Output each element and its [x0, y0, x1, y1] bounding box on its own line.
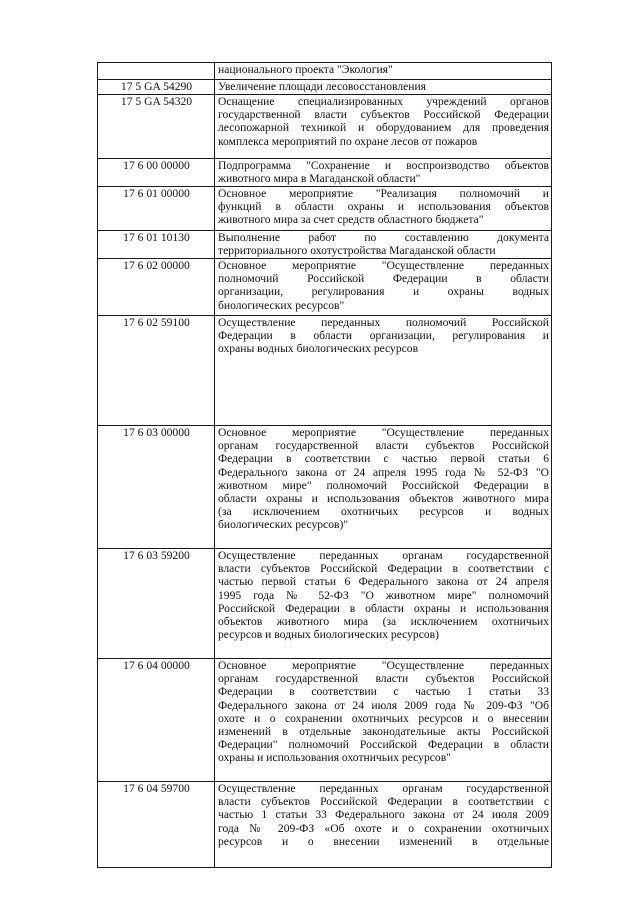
description-line: территориального охотустройства Магаданской области — [218, 244, 496, 258]
description-line: объектов животного мира (за исключением охотничьих — [218, 615, 549, 629]
description-line: Федерации в соответствии с частью первой статьи 6 — [218, 452, 549, 466]
description-line: лесопожарной техникой и оборудованием для проведения — [218, 121, 549, 135]
description-line: биологических ресурсов" — [218, 298, 345, 312]
description-line: 1995 года № 52-ФЗ "О животном мире" полномочий — [218, 588, 549, 602]
classification-code-cell: 17 6 02 00000 — [98, 259, 215, 316]
table-row — [98, 782, 552, 868]
description-line: Осуществление переданных полномочий Российской — [218, 316, 549, 329]
classification-code-cell: 17 6 03 59200 — [98, 549, 215, 659]
budget-classification-table — [97, 62, 552, 868]
table-row — [98, 426, 552, 549]
classification-code-cell — [98, 63, 215, 80]
classification-code-cell: 17 6 03 00000 — [98, 426, 215, 549]
description-line: частью первой статьи 6 Федерального закона от 24 апреля — [218, 575, 549, 589]
description-line: животного мира в Магаданской области" — [218, 172, 421, 186]
classification-code-cell: 17 6 01 10130 — [98, 231, 215, 259]
table-row — [98, 549, 552, 659]
description-line: власти субъектов Российской Федерации в соответствии с — [218, 562, 549, 576]
description-line: Оснащение специализированных учреждений органов — [218, 95, 549, 108]
classification-code-cell: 17 6 02 59100 — [98, 316, 215, 426]
table-row — [98, 80, 552, 95]
classification-code-cell: 17 6 04 00000 — [98, 659, 215, 782]
description-cell — [215, 426, 552, 549]
description-cell — [215, 95, 552, 159]
description-line: национального проекта "Экология" — [218, 63, 393, 76]
description-cell — [215, 259, 552, 316]
description-cell — [215, 187, 552, 231]
classification-code-cell: 17 6 04 59700 — [98, 782, 215, 868]
description-line: организации, регулирования и охраны водных — [218, 285, 549, 299]
table-body — [98, 63, 552, 868]
description-cell — [215, 782, 552, 868]
description-line: полномочий Российской Федерации в области — [218, 272, 549, 286]
classification-code-cell: 17 5 GA 54320 — [98, 95, 215, 159]
description-cell — [215, 316, 552, 426]
table-row — [98, 659, 552, 782]
description-line: года № 209-ФЗ «Об охоте и о сохранении охотничьих — [218, 821, 549, 835]
description-line: (за исключением охотничьих ресурсов и водных — [218, 505, 549, 519]
description-line: Осуществление переданных органам государственной — [218, 549, 549, 562]
description-line: охраны и использования охотничьих ресурсов" — [218, 751, 451, 765]
description-cell — [215, 659, 552, 782]
description-line: изменений в отдельные законодательные акты Российской — [218, 725, 549, 739]
description-line: области охраны и использования объектов животного мира — [218, 492, 549, 506]
description-cell — [215, 549, 552, 659]
table-row — [98, 63, 552, 80]
description-cell — [215, 80, 552, 95]
description-line: Федерального закона от 24 июля 2009 года № 209-ФЗ "Об — [218, 698, 549, 712]
description-line: частью 1 статьи 33 Федерального закона от 24 июля 2009 — [218, 808, 549, 822]
description-cell — [215, 231, 552, 259]
description-line: органам государственной власти субъектов Российской — [218, 439, 549, 453]
description-line: животном мире" полномочий Российской Федерации в — [218, 478, 549, 492]
description-line: Увеличение площади лесовосстановления — [218, 80, 427, 93]
description-line: охраны водных биологических ресурсов — [218, 342, 419, 356]
description-line: Федерации в соответствии с частью 1 статьи 33 — [218, 685, 549, 699]
table-row — [98, 231, 552, 259]
description-line: животного мира за счет средств областного бюджета" — [218, 213, 484, 227]
description-line: государственной власти субъектов Российской Федерации — [218, 108, 549, 122]
table-row — [98, 159, 552, 187]
table-row — [98, 187, 552, 231]
description-line: ресурсов и водных биологических ресурсов) — [218, 628, 440, 642]
description-line: комплекса мероприятий по охране лесов от пожаров — [218, 134, 478, 148]
classification-code-cell: 17 6 01 00000 — [98, 187, 215, 231]
description-line: биологических ресурсов)" — [218, 518, 349, 532]
description-line: Осуществление переданных органам государственной — [218, 782, 549, 795]
description-line: Основное мероприятие "Осуществление переданных — [218, 659, 549, 672]
description-line: охоте и о сохранении охотничьих ресурсов и о внесении — [218, 711, 549, 725]
description-line: Федерации в области организации, регулирования и — [218, 329, 549, 343]
description-line: функций в области охраны и использования объектов — [218, 200, 549, 214]
description-line: Подпрограмма "Сохранение и воспроизводство объектов — [218, 159, 549, 172]
description-line: власти субъектов Российской Федерации в соответствии с — [218, 795, 549, 809]
description-cell — [215, 63, 552, 80]
description-line: Основное мероприятие "Осуществление переданных — [218, 259, 549, 272]
classification-code-cell: 17 6 00 00000 — [98, 159, 215, 187]
table-row — [98, 95, 552, 159]
description-line: Выполнение работ по составлению документа — [218, 231, 549, 244]
description-line: органам государственной власти субъектов Российской — [218, 672, 549, 686]
table-row — [98, 316, 552, 426]
description-cell — [215, 159, 552, 187]
table-row — [98, 259, 552, 316]
description-line: Российской Федерации в области охраны и использования — [218, 601, 549, 615]
description-line: ресурсов и о внесении изменений в отдельные — [218, 834, 549, 848]
description-line: Федерального закона от 24 апреля 1995 года № 52-ФЗ "О — [218, 465, 549, 479]
classification-code-cell: 17 5 GA 54290 — [98, 80, 215, 95]
description-line: Основное мероприятие "Осуществление переданных — [218, 426, 549, 439]
description-line: Федерации" полномочий Российской Федерации в области — [218, 738, 549, 752]
description-line: Основное мероприятие "Реализация полномочий и — [218, 187, 549, 200]
